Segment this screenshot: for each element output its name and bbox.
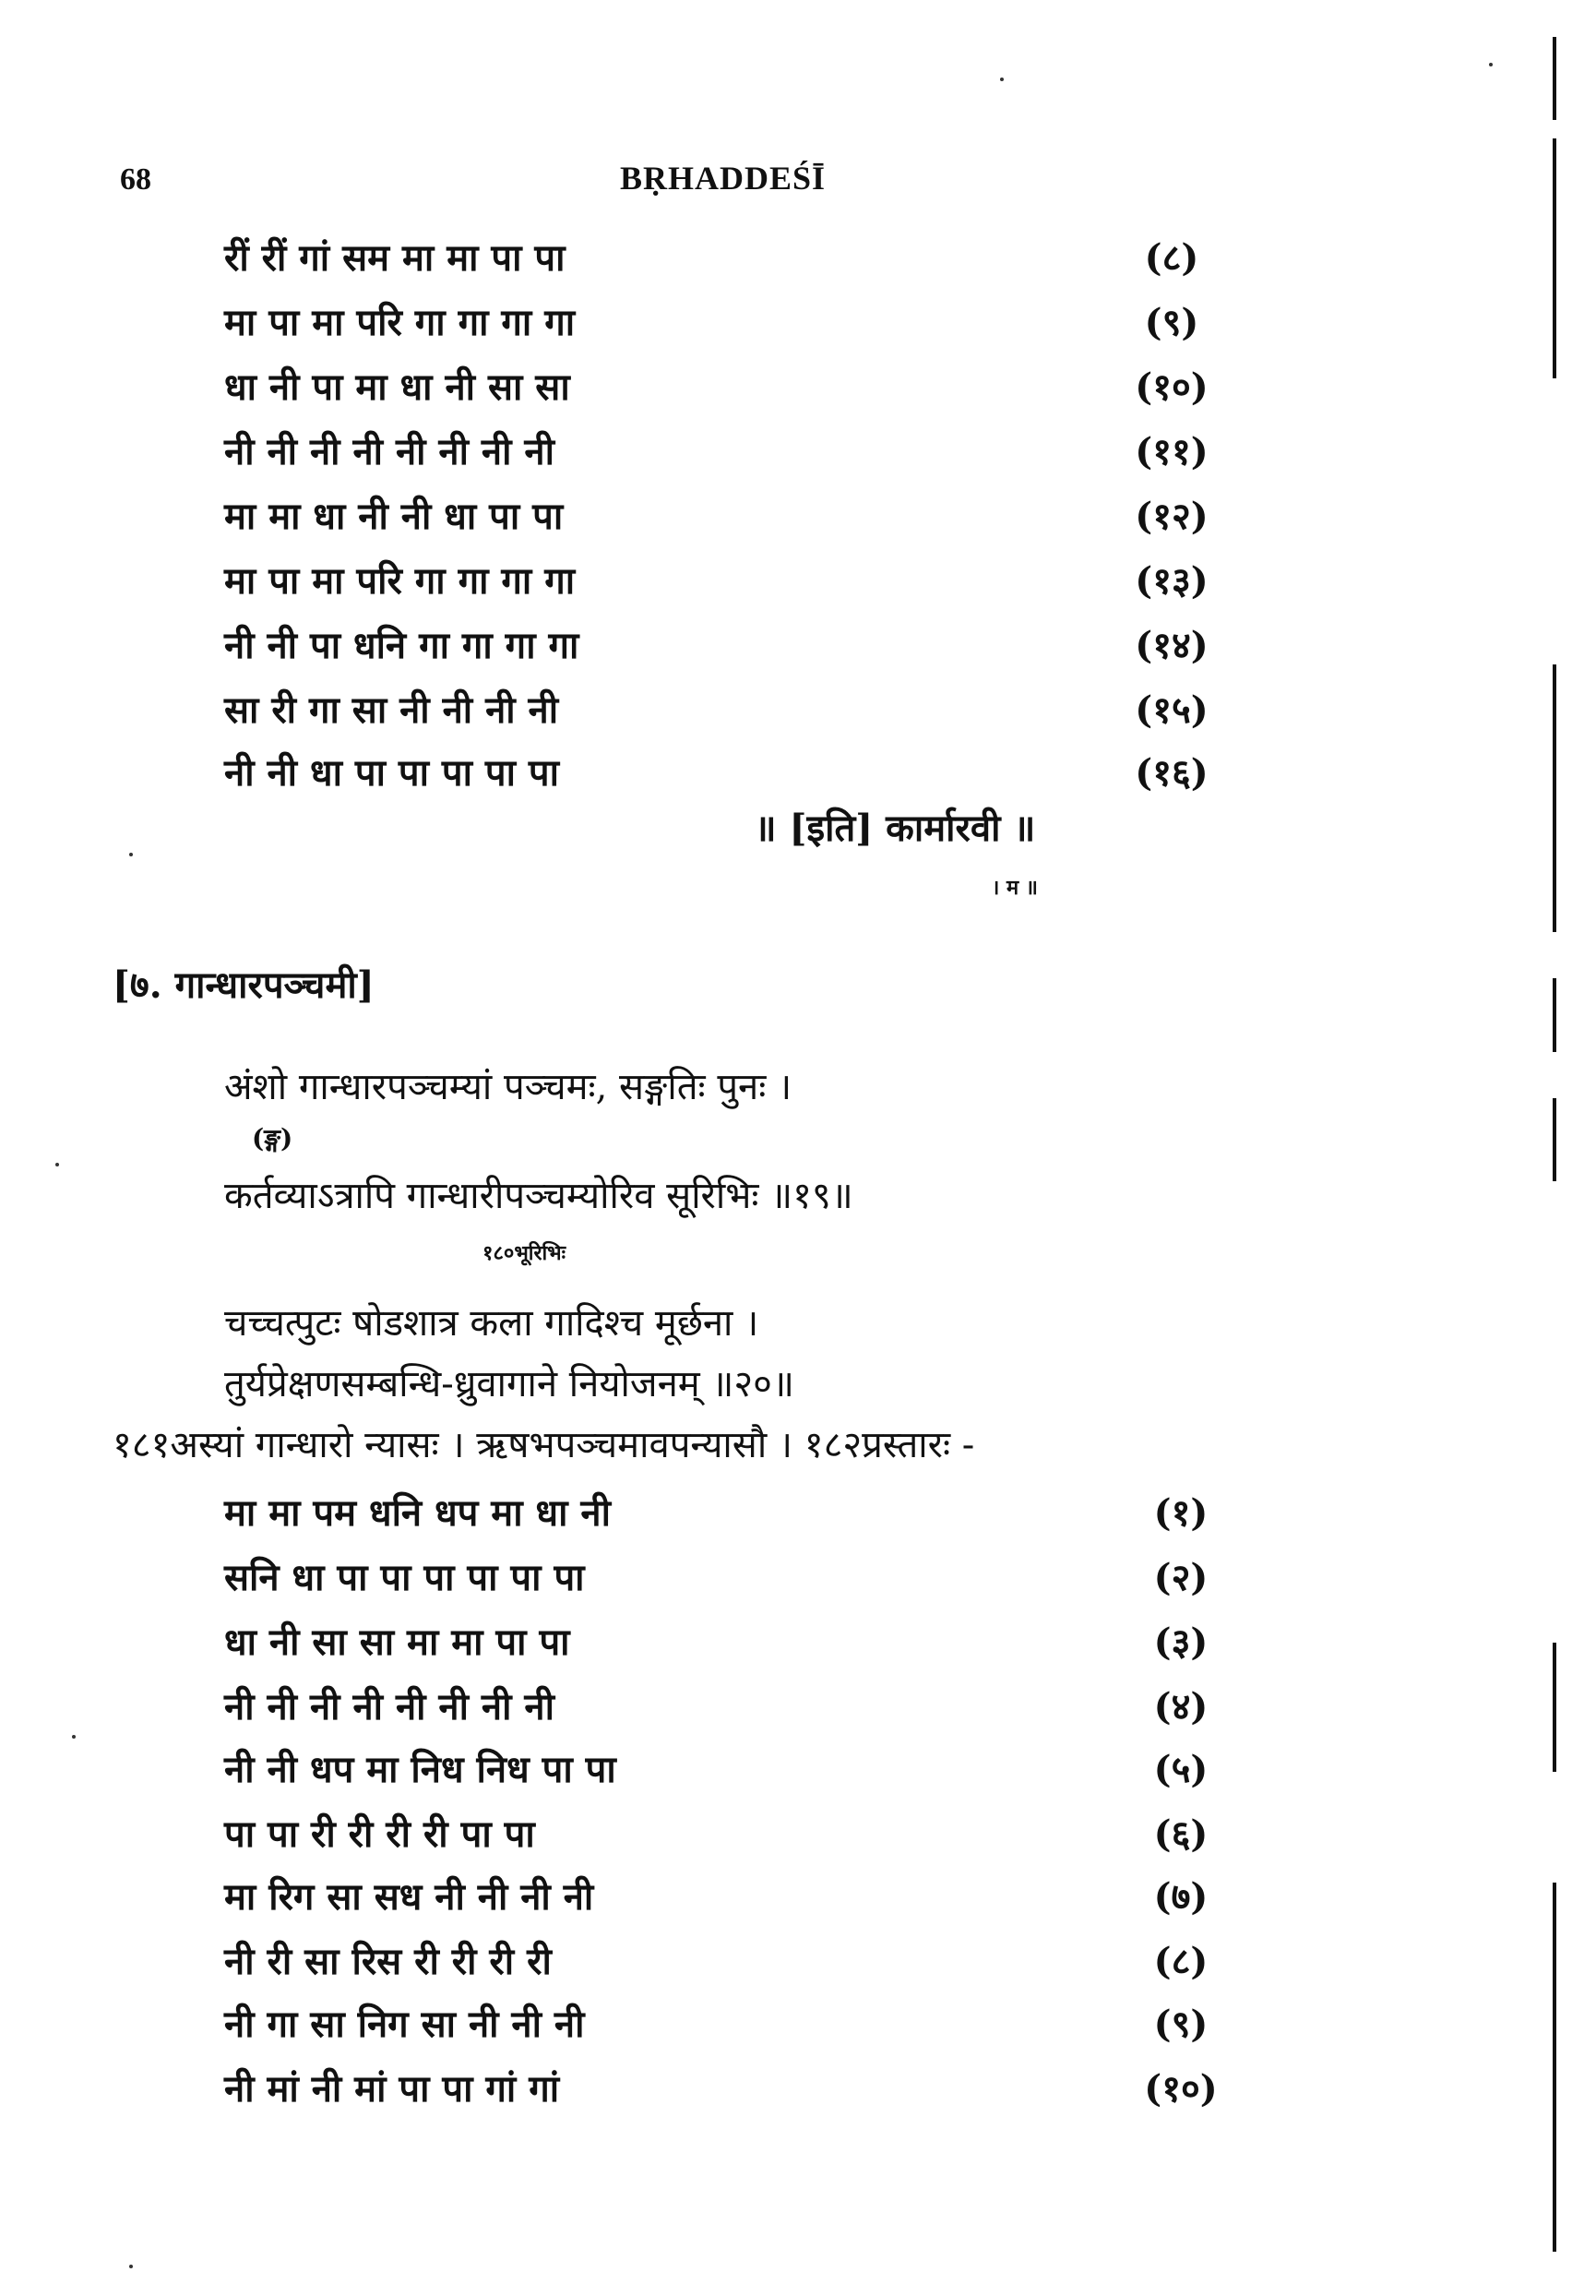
- notation-row: [0, 425, 1596, 480]
- notation-row: [0, 1742, 1596, 1798]
- notation-number: (८): [1153, 1940, 1209, 1983]
- variant-reading: १८०भूरिभिः: [482, 1241, 566, 1265]
- notation-row: [0, 1486, 1596, 1541]
- notation-number: (१०): [1135, 365, 1209, 409]
- variant-reading: (ङ्ग): [252, 1123, 293, 1154]
- notation-row: [0, 618, 1596, 674]
- scan-speck: [55, 1163, 59, 1166]
- notation-notes: नी नी नी नी नी नी नी नी: [224, 1685, 554, 1728]
- notation-row: [0, 1615, 1596, 1670]
- notation-notes: नी नी धप मा निध निध पा पा: [224, 1748, 616, 1791]
- notation-row: [0, 1550, 1596, 1606]
- page-edge-rule: [1553, 1883, 1556, 2252]
- notation-row: [0, 489, 1596, 544]
- notation-notes: मा पा मा परि गा गा गा गा: [224, 301, 576, 344]
- notation-notes: नी नी पा धनि गा गा गा गा: [224, 624, 579, 667]
- scan-speck: [1489, 63, 1493, 66]
- notation-number: (१४): [1135, 624, 1209, 667]
- notation-number: (२): [1153, 1556, 1209, 1599]
- notation-row: [0, 1680, 1596, 1735]
- notation-number: (३): [1153, 1620, 1209, 1664]
- notation-notes: मा पा मा परि गा गा गा गा: [224, 559, 576, 603]
- notation-number: (९): [1153, 2003, 1209, 2046]
- scan-speck: [129, 2265, 133, 2268]
- section-heading: [७. गान्धारपञ्चमी]: [113, 963, 375, 1007]
- notation-row: [0, 295, 1596, 351]
- page-edge-rule: [1553, 1643, 1556, 1772]
- notation-number: (४): [1153, 1685, 1209, 1728]
- notation-row: [0, 231, 1596, 286]
- colophon-mark: । म ॥: [992, 876, 1038, 900]
- notation-row: [0, 1807, 1596, 1862]
- scan-speck: [1000, 78, 1004, 81]
- notation-notes: नी नी नी नी नी नी नी नी: [224, 430, 554, 473]
- page-number: 68: [120, 162, 151, 197]
- verse-line: कर्तव्याऽत्रापि गान्धारीपञ्चम्योरिव सूरिभिः ॥१९॥: [224, 1175, 853, 1217]
- notation-number: (१२): [1135, 495, 1209, 538]
- notation-row: [0, 1997, 1596, 2052]
- notation-row: [0, 2062, 1596, 2117]
- verse-line: चच्चत्पुटः षोडशात्र कला गादिश्च मूर्छना ।: [224, 1302, 759, 1345]
- notation-number: (१): [1153, 1491, 1209, 1535]
- page-edge-rule: [1553, 1098, 1556, 1181]
- notation-notes: धा नी सा सा मा मा पा पा: [224, 1620, 570, 1664]
- notation-row: [0, 360, 1596, 415]
- notation-notes: नी नी धा पा पा पा पा पा: [224, 751, 559, 795]
- notation-number: (१५): [1135, 688, 1209, 732]
- scan-speck: [72, 1735, 76, 1739]
- notation-number: (१६): [1135, 751, 1209, 795]
- prose-line: १८१अस्यां गान्धारो न्यासः । ऋषभपञ्चमावपन्यासौ । १८२प्रस्तारः -: [113, 1424, 975, 1466]
- notation-notes: सा री गा सा नी नी नी नी: [224, 688, 559, 732]
- notation-notes: रीं रीं गां सम मा मा पा पा: [224, 236, 566, 280]
- notation-notes: मा मा पम धनि धप मा धा नी: [224, 1491, 611, 1535]
- page-edge-rule: [1553, 37, 1556, 120]
- notation-number: (७): [1153, 1875, 1209, 1919]
- notation-notes: नी री सा रिस री री री री: [224, 1940, 552, 1983]
- notation-number: (११): [1135, 430, 1209, 473]
- notation-row: [0, 746, 1596, 801]
- notation-notes: धा नी पा मा धा नी सा सा: [224, 365, 570, 409]
- notation-row: [0, 1934, 1596, 1990]
- notation-number: (८): [1144, 236, 1199, 280]
- notation-notes: मा रिग सा सध नी नी नी नी: [224, 1875, 594, 1919]
- verse-line: अंशो गान्धारपञ्चम्यां पञ्चमः, सङ्गतिः पुनः ।: [224, 1066, 792, 1108]
- notation-number: (९): [1144, 301, 1199, 344]
- notation-number: (६): [1153, 1812, 1209, 1856]
- notation-notes: मा मा धा नी नी धा पा पा: [224, 495, 564, 538]
- colophon: ॥ [इति] कार्मारवी ॥: [754, 807, 1036, 850]
- page-edge-rule: [1553, 978, 1556, 1052]
- notation-notes: सनि धा पा पा पा पा पा पा: [224, 1556, 585, 1599]
- notation-row: [0, 1870, 1596, 1925]
- scan-speck: [129, 853, 133, 856]
- page-edge-rule: [1553, 138, 1556, 378]
- notation-number: (५): [1153, 1748, 1209, 1791]
- notation-notes: नी गा सा निग सा नी नी नी: [224, 2003, 585, 2046]
- notation-notes: नी मां नी मां पा पा गां गां: [224, 2067, 560, 2111]
- notation-number: (१०): [1144, 2067, 1218, 2111]
- notation-number: (१३): [1135, 559, 1209, 603]
- running-head: BṚHADDEŚĪ: [620, 160, 827, 197]
- notation-row: [0, 683, 1596, 738]
- notation-notes: पा पा री री री री पा पा: [224, 1812, 535, 1856]
- verse-line: तुर्यप्रेक्षणसम्बन्धि-ध्रुवागाने नियोजनम् ॥२०॥: [224, 1363, 794, 1405]
- page-edge-rule: [1553, 664, 1556, 932]
- notation-row: [0, 554, 1596, 609]
